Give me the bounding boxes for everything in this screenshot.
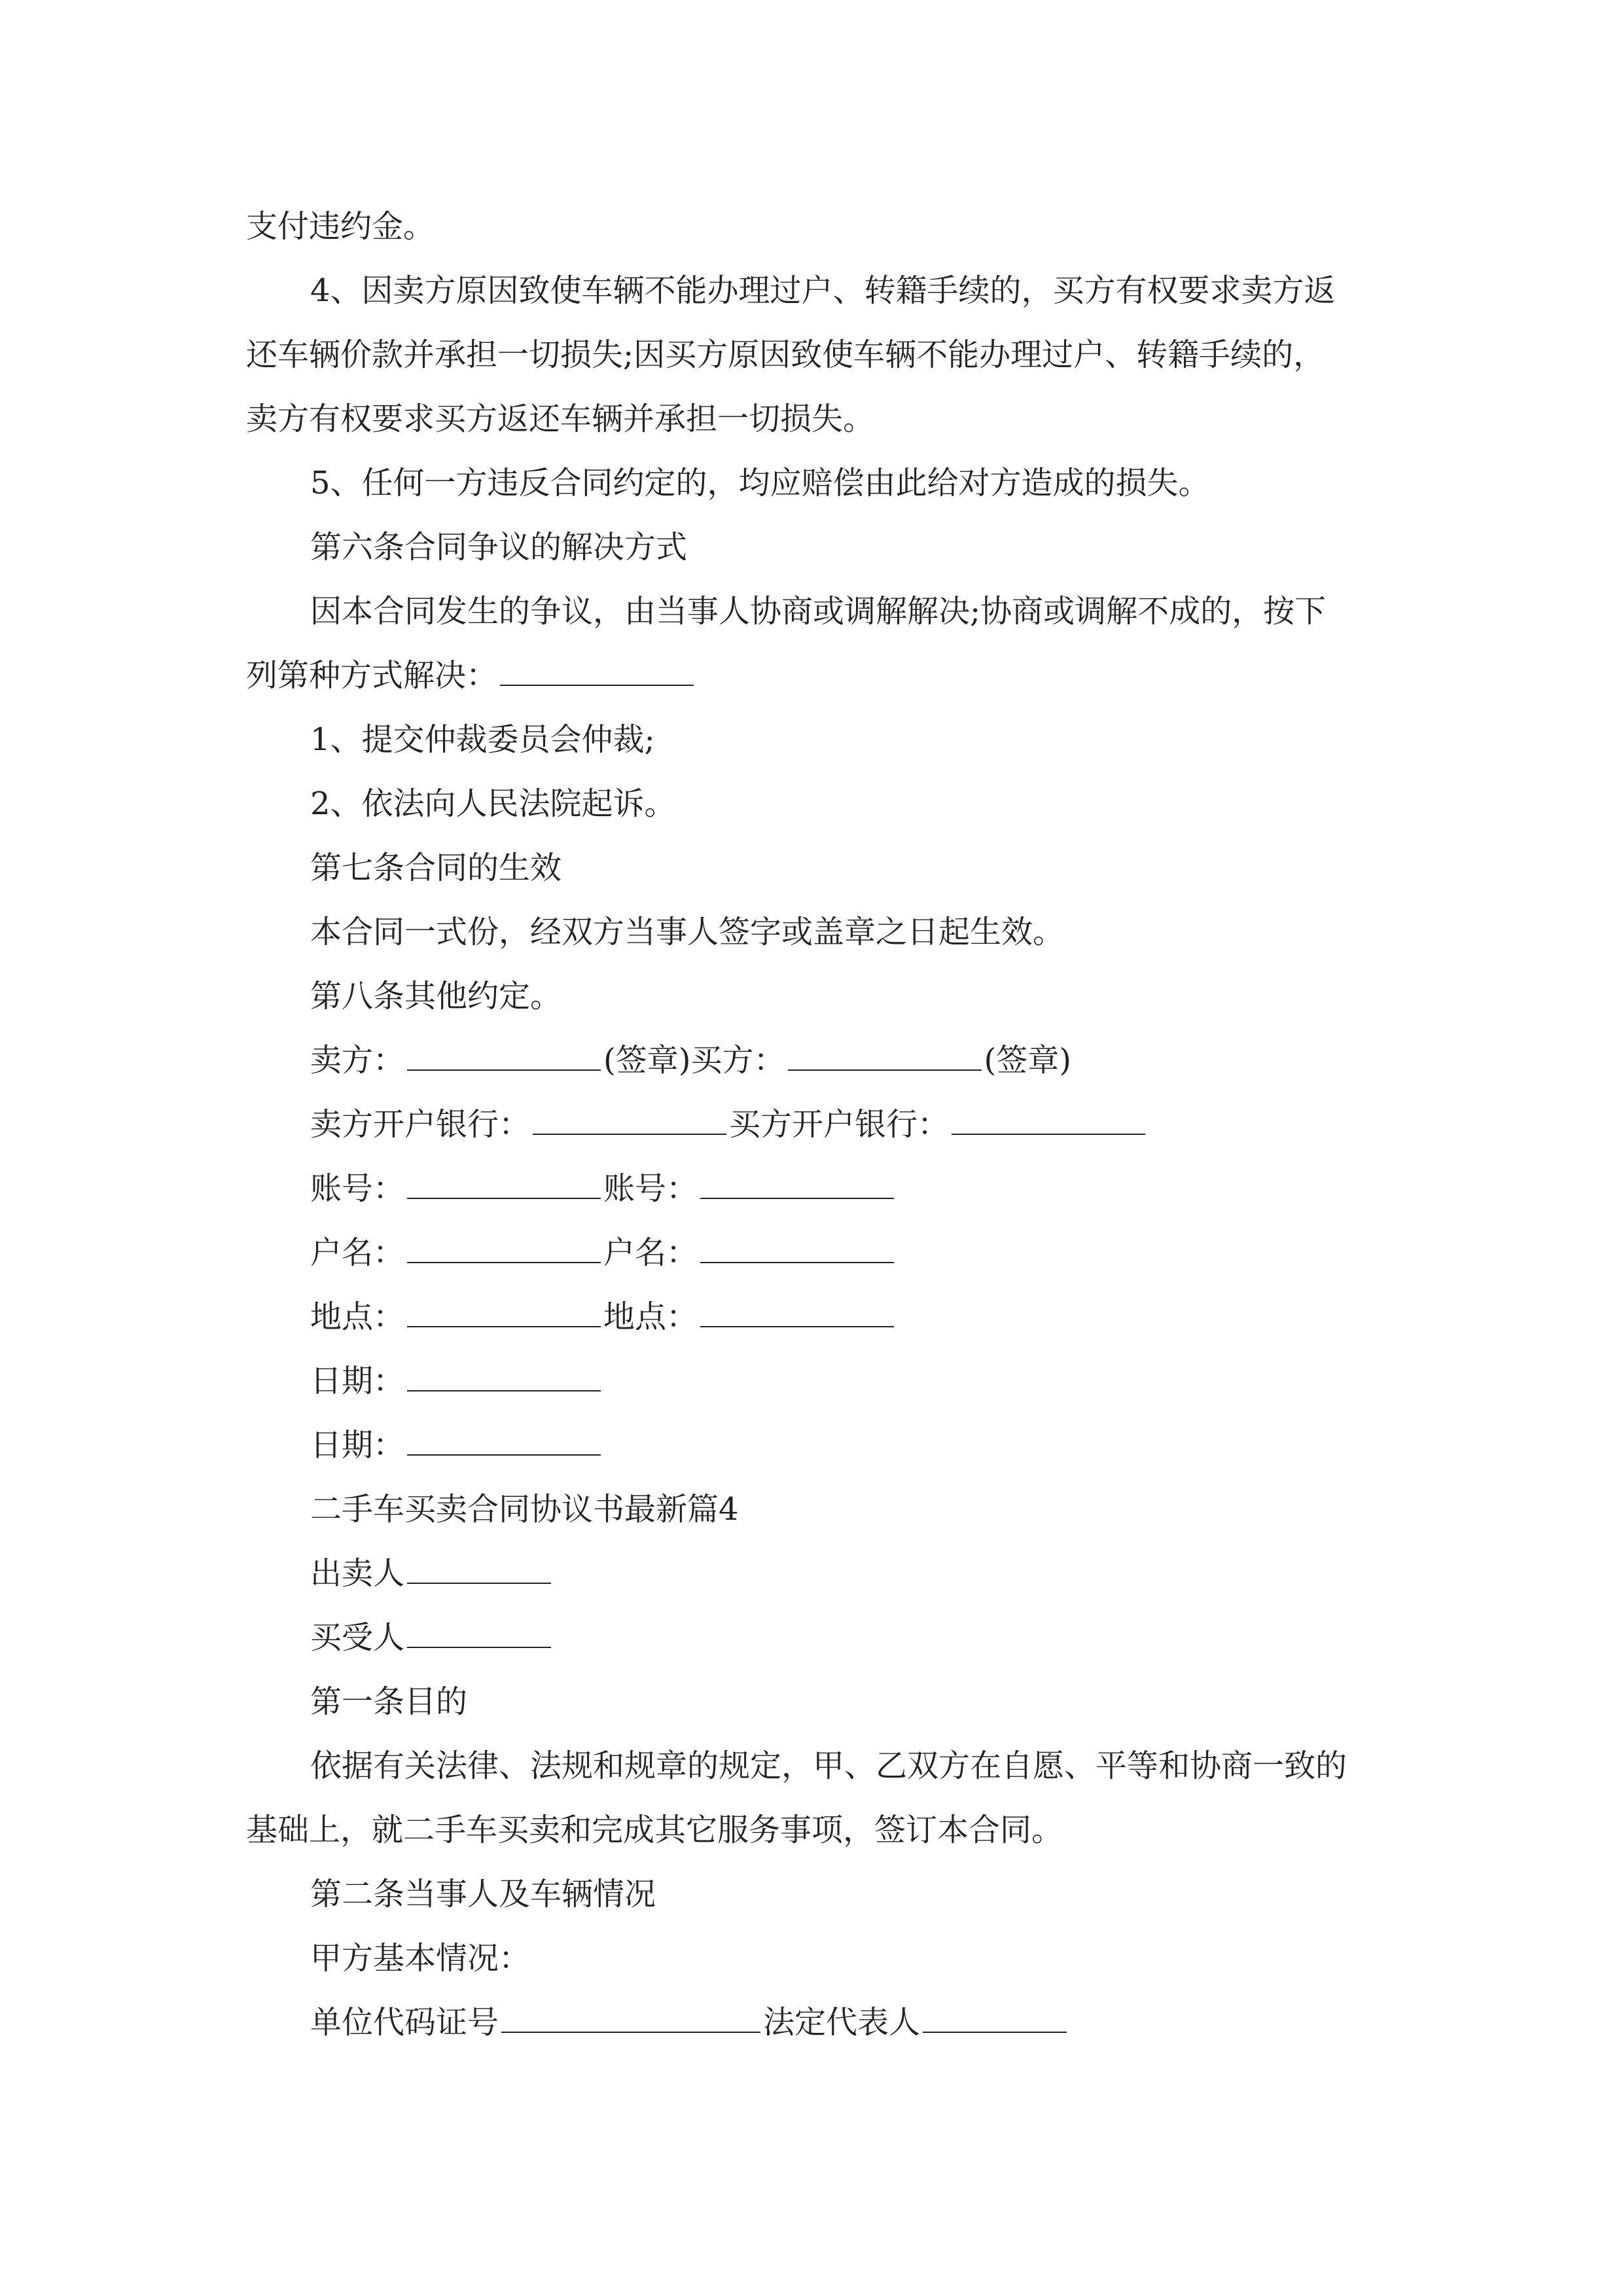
paragraph-line: 支付违约金。: [246, 208, 435, 245]
paragraph-line: 5、任何一方违反合同约定的，均应赔偿由此给对方造成的损失。: [310, 465, 1210, 501]
article-title: 第八条其他约定。: [310, 978, 562, 1014]
section-title: 二手车买卖合同协议书最新篇4: [310, 1491, 739, 1528]
blank-field[interactable]: [407, 1619, 551, 1648]
list-item: 2、依法向人民法院起诉。: [310, 785, 676, 822]
article-title: 第六条合同争议的解决方式: [310, 529, 688, 565]
account-name-label: 户名：: [603, 1234, 698, 1271]
seller-party-label: 出卖人: [310, 1555, 405, 1592]
article-title: 第一条目的: [310, 1683, 468, 1720]
paragraph-line: 4、因卖方原因致使车辆不能办理过户、转籍手续的，买方有权要求卖方返: [310, 272, 1336, 309]
legal-rep-label: 法定代表人: [763, 2004, 921, 2041]
blank-field[interactable]: [407, 1234, 601, 1263]
bank-row: [310, 1105, 1148, 1144]
paragraph-line: 因本合同发生的争议，由当事人协商或调解解决;协商或调解不成的，按下: [310, 593, 1327, 630]
paragraph-line: 甲方基本情况：: [310, 1940, 531, 1977]
account-name-label: 户名：: [310, 1234, 405, 1271]
signature-row: [310, 1041, 1071, 1080]
account-row: [310, 1169, 897, 1208]
blank-field[interactable]: [500, 657, 694, 686]
paragraph-line: [246, 656, 696, 695]
account-label: 账号：: [310, 1170, 405, 1207]
blank-field[interactable]: [700, 1234, 894, 1263]
buyer-party-label: 买受人: [310, 1619, 405, 1656]
account-name-row: [310, 1233, 897, 1272]
blank-field[interactable]: [501, 2004, 760, 2033]
date-label: 日期：: [310, 1363, 405, 1399]
blank-field[interactable]: [407, 1299, 601, 1327]
blank-field[interactable]: [407, 1363, 601, 1391]
list-item: 1、提交仲裁委员会仲裁;: [310, 721, 655, 758]
blank-field[interactable]: [407, 1170, 601, 1199]
blank-field[interactable]: [407, 1042, 601, 1071]
blank-field[interactable]: [952, 1106, 1145, 1135]
seal-label: (签章): [984, 1042, 1071, 1079]
seller-label: 卖方：: [310, 1042, 405, 1079]
blank-field[interactable]: [788, 1042, 982, 1071]
date-row: [310, 1361, 603, 1401]
blank-field[interactable]: [407, 1427, 601, 1456]
unit-code-label: 单位代码证号: [310, 2004, 499, 2041]
blank-field[interactable]: [533, 1106, 726, 1135]
place-label: 地点：: [603, 1299, 698, 1335]
place-row: [310, 1297, 897, 1336]
unit-code-row: [310, 2003, 1069, 2042]
seller-bank-label: 卖方开户银行：: [310, 1106, 531, 1143]
blank-field[interactable]: [407, 1555, 551, 1584]
account-label: 账号：: [603, 1170, 698, 1207]
party-row: [310, 1554, 554, 1593]
article-title: 第二条当事人及车辆情况: [310, 1876, 656, 1912]
blank-field[interactable]: [700, 1299, 894, 1327]
buyer-label: 买方：: [690, 1042, 785, 1079]
date-label: 日期：: [310, 1427, 405, 1463]
blank-field[interactable]: [923, 2004, 1067, 2033]
article-title: 第七条合同的生效: [310, 850, 562, 886]
place-label: 地点：: [310, 1299, 405, 1335]
blank-field[interactable]: [700, 1170, 894, 1199]
party-row: [310, 1618, 554, 1657]
paragraph-line: 依据有关法律、法规和规章的规定，甲、乙双方在自愿、平等和协商一致的: [310, 1748, 1347, 1784]
paragraph-line: 本合同一式份，经双方当事人签字或盖章之日起生效。: [310, 914, 1065, 950]
seal-label: (签章): [603, 1042, 691, 1079]
paragraph-line: 卖方有权要求买方返还车辆并承担一切损失。: [246, 401, 875, 437]
paragraph-text: 列第种方式解决：: [246, 657, 498, 694]
paragraph-line: 基础上，就二手车买卖和完成其它服务事项，签订本合同。: [246, 1812, 1063, 1848]
date-row: [310, 1426, 603, 1465]
buyer-bank-label: 买方开户银行：: [729, 1106, 950, 1143]
paragraph-line: 还车辆价款并承担一切损失;因买方原因致使车辆不能办理过户、转籍手续的，: [246, 336, 1325, 373]
